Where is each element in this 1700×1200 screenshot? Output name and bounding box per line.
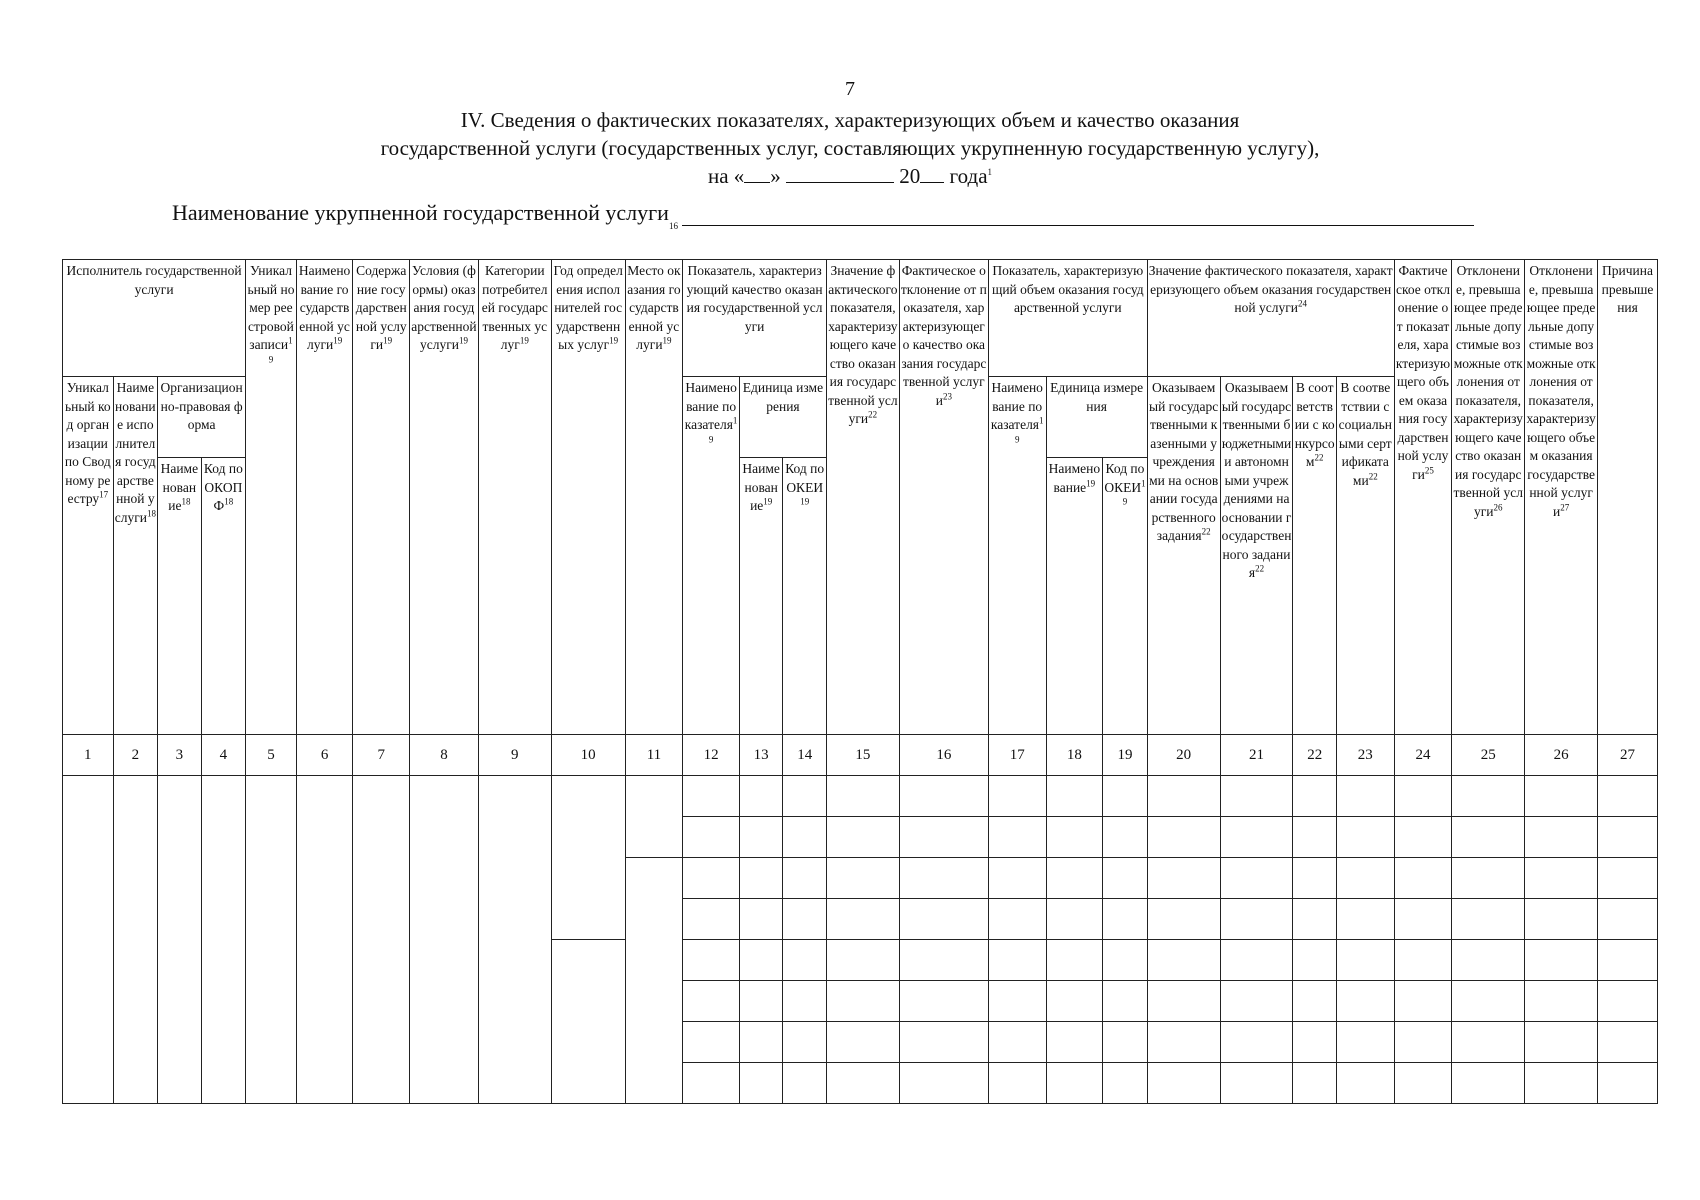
- table-cell[interactable]: [739, 1022, 783, 1063]
- table-cell[interactable]: [826, 981, 899, 1022]
- header-volume-excess-deviation: Отклонение, превышающее предельные допустимые возможные отклонения от показателя, характеризующего объем оказания государственной услуги$^{27}$: [1525, 260, 1598, 735]
- column-number: 11: [625, 735, 683, 776]
- table-cell[interactable]: [1293, 940, 1337, 981]
- table-cell[interactable]: [683, 981, 740, 1022]
- column-number: 16: [899, 735, 988, 776]
- header-volume-indicator-name: Наименование показателя$^{19}$: [988, 377, 1046, 735]
- column-number: 23: [1336, 735, 1394, 776]
- table-cell[interactable]: [1046, 940, 1103, 981]
- column-number: 18: [1046, 735, 1103, 776]
- page-number: 7: [845, 78, 855, 100]
- table-cell[interactable]: [988, 981, 1046, 1022]
- table-cell[interactable]: [1147, 899, 1220, 940]
- table-cell[interactable]: [1452, 1063, 1525, 1104]
- table-cell[interactable]: [1336, 858, 1394, 899]
- header-by-social-certificates: В соответствии с социальными сертификатами$^{22}$: [1336, 377, 1394, 735]
- header-by-budget-institutions: Оказываемый государственными бюджетными и автономными учреждениями на основании государственного задания$^{22}$: [1220, 377, 1293, 735]
- table-cell[interactable]: [1452, 981, 1525, 1022]
- column-number: 3: [158, 735, 202, 776]
- table-cell[interactable]: [1220, 981, 1293, 1022]
- header-consumer-categories: Категории потребителей государственных услуг$^{19}$: [478, 260, 551, 735]
- table-cell[interactable]: [739, 858, 783, 899]
- header-quality-actual-value: Значение фактического показателя, характеризующего качество оказания государственной услуги$^{22}$: [826, 260, 899, 735]
- table-cell[interactable]: [783, 858, 827, 899]
- table-cell[interactable]: [1046, 981, 1103, 1022]
- table-cell[interactable]: [1394, 776, 1452, 817]
- header-row-1: [63, 260, 1658, 377]
- table-cell[interactable]: [1293, 817, 1337, 858]
- table-cell[interactable]: [1220, 817, 1293, 858]
- table-cell[interactable]: [988, 858, 1046, 899]
- table-cell[interactable]: [826, 899, 899, 940]
- table-cell[interactable]: [988, 899, 1046, 940]
- table-cell[interactable]: [1394, 1022, 1452, 1063]
- table-cell[interactable]: [63, 776, 114, 1104]
- table-cell[interactable]: [899, 940, 988, 981]
- header-volume-actual-value: Значение фактического показателя, характеризующего объем оказания государственной услуги$^{24}$: [1147, 260, 1394, 377]
- service-name-input-line[interactable]: [682, 203, 1474, 226]
- title-line-1: IV. Сведения о фактических показателях, характеризующих объем и качество оказания: [460, 108, 1240, 132]
- table-cell[interactable]: [1103, 899, 1148, 940]
- table-cell[interactable]: [1293, 776, 1337, 817]
- header-executor-name: Наименование исполнителя государственной услуги$^{18}$: [113, 377, 158, 735]
- table-cell[interactable]: [739, 981, 783, 1022]
- table-cell[interactable]: [783, 1063, 827, 1104]
- table-cell[interactable]: [1147, 940, 1220, 981]
- table-cell[interactable]: [899, 1022, 988, 1063]
- table-cell[interactable]: [899, 1063, 988, 1104]
- table-cell[interactable]: [1525, 817, 1598, 858]
- table-cell[interactable]: [1220, 1063, 1293, 1104]
- column-number: 4: [201, 735, 246, 776]
- table-cell[interactable]: [1293, 899, 1337, 940]
- table-cell[interactable]: [899, 899, 988, 940]
- table-cell[interactable]: [988, 817, 1046, 858]
- table-cell[interactable]: [1103, 940, 1148, 981]
- day-blank: [744, 164, 770, 183]
- table-cell[interactable]: [551, 940, 625, 1104]
- table-cell[interactable]: [1525, 1022, 1598, 1063]
- table-cell[interactable]: [988, 776, 1046, 817]
- table-body: [63, 776, 1658, 1104]
- service-name-field: Наименование укрупненной государственной услуги 16: [172, 200, 1474, 226]
- header-okei-code: Код по ОКЕИ$^{19}$: [783, 458, 827, 735]
- header-org-form-name: Наименование$^{18}$: [158, 458, 202, 735]
- header-executor-year: Год определения исполнителей государственных услуг$^{19}$: [551, 260, 625, 735]
- month-blank: [786, 164, 894, 183]
- table-cell[interactable]: [1336, 1022, 1394, 1063]
- table-cell[interactable]: [683, 940, 740, 981]
- table-cell[interactable]: [1452, 1022, 1525, 1063]
- table-cell[interactable]: [683, 776, 740, 817]
- table-cell[interactable]: [1220, 940, 1293, 981]
- table-cell[interactable]: [1336, 817, 1394, 858]
- header-quality-deviation: Фактическое отклонение от показателя, характеризующего качество оказания государственной услуги$^{23}$: [899, 260, 988, 735]
- table-cell[interactable]: [1598, 981, 1658, 1022]
- table-cell[interactable]: [1336, 940, 1394, 981]
- table-cell[interactable]: [1525, 981, 1598, 1022]
- table-cell[interactable]: [783, 940, 827, 981]
- table-cell[interactable]: [1103, 776, 1148, 817]
- header-volume-indicator: Показатель, характеризующий объем оказания государственной услуги: [988, 260, 1147, 377]
- table-cell[interactable]: [1046, 1022, 1103, 1063]
- column-number: 8: [410, 735, 479, 776]
- table-cell[interactable]: [1220, 776, 1293, 817]
- column-number: 13: [739, 735, 783, 776]
- column-number: 6: [296, 735, 353, 776]
- table-cell[interactable]: [158, 776, 202, 1104]
- table-cell[interactable]: [1452, 817, 1525, 858]
- header-volume-unit-name: Наименование$^{19}$: [1046, 458, 1103, 735]
- table-cell[interactable]: [739, 1063, 783, 1104]
- header-unit: Единица измерения: [739, 377, 826, 458]
- table-cell[interactable]: [683, 899, 740, 940]
- table-cell[interactable]: [1525, 940, 1598, 981]
- table-cell[interactable]: [625, 858, 683, 1104]
- table-cell[interactable]: [1147, 858, 1220, 899]
- table-cell[interactable]: [683, 817, 740, 858]
- table-cell[interactable]: [1598, 1063, 1658, 1104]
- title-line-3: [0, 162, 1700, 190]
- table-cell[interactable]: [1598, 858, 1658, 899]
- table-cell[interactable]: [826, 1063, 899, 1104]
- table-cell[interactable]: [1452, 776, 1525, 817]
- header-service-conditions: Условия (формы) оказания государственной услуги$^{19}$: [410, 260, 479, 735]
- header-service-name: Наименование государственной услуги$^{19}$: [296, 260, 353, 735]
- table-cell[interactable]: [988, 1022, 1046, 1063]
- column-number: 5: [246, 735, 297, 776]
- table-cell[interactable]: [899, 817, 988, 858]
- column-numbers-row: [63, 735, 1658, 776]
- section-title: [0, 106, 1700, 190]
- column-number: 10: [551, 735, 625, 776]
- header-registry-number: Уникальный номер реестровой записи$^{19}$: [246, 260, 297, 735]
- table-cell[interactable]: [739, 817, 783, 858]
- column-number: 27: [1598, 735, 1658, 776]
- header-service-place: Место оказания государственной услуги$^{19}$: [625, 260, 683, 735]
- table-cell[interactable]: [826, 940, 899, 981]
- table-cell[interactable]: [1394, 1063, 1452, 1104]
- table-cell[interactable]: [1598, 1022, 1658, 1063]
- table-cell[interactable]: [1046, 899, 1103, 940]
- table-cell[interactable]: [683, 1022, 740, 1063]
- column-number: 7: [353, 735, 410, 776]
- table-cell[interactable]: [1220, 858, 1293, 899]
- table-cell[interactable]: [1103, 1022, 1148, 1063]
- column-number: 9: [478, 735, 551, 776]
- header-by-competition: В соответствии с конкурсом$^{22}$: [1293, 377, 1337, 735]
- header-volume-unit: Единица измерения: [1046, 377, 1147, 458]
- header-by-state-institutions: Оказываемый государственными казенными учреждениями на основании государственного задания$^{22}$: [1147, 377, 1220, 735]
- title-year: 20: [899, 164, 921, 188]
- column-number: 1: [63, 735, 114, 776]
- table-cell[interactable]: [1394, 817, 1452, 858]
- footnote-ref: 1: [987, 167, 993, 177]
- table-cell[interactable]: [1598, 776, 1658, 817]
- header-executor: Исполнитель государственной услуги: [63, 260, 246, 377]
- table-cell[interactable]: [113, 776, 158, 1104]
- table-cell[interactable]: [826, 1022, 899, 1063]
- table-cell[interactable]: [1394, 940, 1452, 981]
- table-cell[interactable]: [826, 817, 899, 858]
- table-cell[interactable]: [1452, 940, 1525, 981]
- table-cell[interactable]: [1336, 899, 1394, 940]
- table-cell[interactable]: [1147, 981, 1220, 1022]
- table-cell[interactable]: [783, 899, 827, 940]
- title-date-suffix: года: [949, 164, 988, 188]
- table-cell[interactable]: [739, 940, 783, 981]
- header-unit-name: Наименование$^{19}$: [739, 458, 783, 735]
- table-cell[interactable]: [1293, 981, 1337, 1022]
- table-cell[interactable]: [1452, 899, 1525, 940]
- table-cell[interactable]: [1046, 858, 1103, 899]
- table-cell[interactable]: [899, 776, 988, 817]
- table-cell[interactable]: [1147, 1063, 1220, 1104]
- column-number: 20: [1147, 735, 1220, 776]
- table-cell[interactable]: [1103, 1063, 1148, 1104]
- table-cell[interactable]: [826, 776, 899, 817]
- column-number: 12: [683, 735, 740, 776]
- table-cell[interactable]: [1336, 776, 1394, 817]
- table-cell[interactable]: [201, 776, 246, 1104]
- header-unique-code: Уникальный код организации по Сводному реестру$^{17}$: [63, 377, 114, 735]
- table-cell[interactable]: [1293, 1063, 1337, 1104]
- table-cell[interactable]: [1336, 981, 1394, 1022]
- column-number: 25: [1452, 735, 1525, 776]
- header-org-form: Организационно-правовая форма: [158, 377, 246, 458]
- table-cell[interactable]: [1293, 858, 1337, 899]
- table-cell[interactable]: [1598, 817, 1658, 858]
- table-cell[interactable]: [1336, 1063, 1394, 1104]
- column-number: 17: [988, 735, 1046, 776]
- table-cell[interactable]: [1293, 1022, 1337, 1063]
- column-number: 24: [1394, 735, 1452, 776]
- table-cell[interactable]: [410, 776, 479, 1104]
- table-cell[interactable]: [1452, 858, 1525, 899]
- table-cell[interactable]: [478, 776, 551, 1104]
- table-cell[interactable]: [1394, 899, 1452, 940]
- table-cell[interactable]: [1103, 817, 1148, 858]
- service-name-label: Наименование укрупненной государственной услуги: [172, 200, 669, 225]
- table-cell[interactable]: [1046, 817, 1103, 858]
- table-cell[interactable]: [1147, 1022, 1220, 1063]
- table-cell[interactable]: [826, 858, 899, 899]
- table-cell[interactable]: [1103, 858, 1148, 899]
- table-cell[interactable]: [988, 940, 1046, 981]
- table-cell[interactable]: [1598, 940, 1658, 981]
- table-cell[interactable]: [246, 776, 297, 1104]
- year-blank: [920, 164, 944, 183]
- table-cell[interactable]: [1147, 817, 1220, 858]
- header-quality-excess-deviation: Отклонение, превышающее предельные допустимые возможные отклонения от показателя, характеризующего качество оказания государственной услуги$^{26}$: [1452, 260, 1525, 735]
- table-cell[interactable]: [683, 1063, 740, 1104]
- title-date-mid: »: [770, 164, 781, 188]
- column-number: 2: [113, 735, 158, 776]
- table-cell[interactable]: [1220, 1022, 1293, 1063]
- table-cell[interactable]: [1147, 776, 1220, 817]
- table-cell[interactable]: [1525, 776, 1598, 817]
- column-number: 19: [1103, 735, 1148, 776]
- header-indicator-name: Наименование показателя$^{19}$: [683, 377, 740, 735]
- column-number: 14: [783, 735, 827, 776]
- table-cell[interactable]: [783, 1022, 827, 1063]
- table-cell[interactable]: [1394, 981, 1452, 1022]
- header-okopf-code: Код по ОКОПФ$^{18}$: [201, 458, 246, 735]
- column-number: 21: [1220, 735, 1293, 776]
- table-cell[interactable]: [1046, 776, 1103, 817]
- table-cell[interactable]: [783, 817, 827, 858]
- table-cell[interactable]: [1598, 899, 1658, 940]
- title-date-prefix: на «: [707, 164, 745, 188]
- table-cell[interactable]: [1103, 981, 1148, 1022]
- table-cell[interactable]: [783, 776, 827, 817]
- table-cell[interactable]: [899, 858, 988, 899]
- table-cell[interactable]: [1525, 1063, 1598, 1104]
- column-number: 26: [1525, 735, 1598, 776]
- table-cell[interactable]: [1220, 899, 1293, 940]
- table-cell[interactable]: [551, 776, 625, 940]
- table-cell[interactable]: [1394, 858, 1452, 899]
- title-line-2: государственной услуги (государственных услуг, составляющих укрупненную государственную услугу),: [380, 136, 1320, 160]
- table-cell[interactable]: [739, 776, 783, 817]
- column-number: 15: [826, 735, 899, 776]
- indicators-table: [62, 259, 1658, 1104]
- header-excess-reason: Причина превышения: [1598, 260, 1658, 735]
- table-cell[interactable]: [683, 858, 740, 899]
- table-cell[interactable]: [783, 981, 827, 1022]
- table-cell[interactable]: [988, 1063, 1046, 1104]
- column-number: 22: [1293, 735, 1337, 776]
- table-cell[interactable]: [625, 776, 683, 858]
- table-row: [63, 776, 1658, 817]
- header-volume-deviation: Фактическое отклонение от показателя, характеризующего объем оказания государственной услуги$^{25}$: [1394, 260, 1452, 735]
- table-cell[interactable]: [296, 776, 353, 1104]
- header-volume-okei-code: Код по ОКЕИ$^{19}$: [1103, 458, 1148, 735]
- header-service-content: Содержание государственной услуги$^{19}$: [353, 260, 410, 735]
- table-cell[interactable]: [1525, 858, 1598, 899]
- header-quality-indicator: Показатель, характеризующий качество оказания государственной услуги: [683, 260, 827, 377]
- table-cell[interactable]: [899, 981, 988, 1022]
- table-cell[interactable]: [1525, 899, 1598, 940]
- table-cell[interactable]: [1046, 1063, 1103, 1104]
- table-cell[interactable]: [353, 776, 410, 1104]
- table-cell[interactable]: [739, 899, 783, 940]
